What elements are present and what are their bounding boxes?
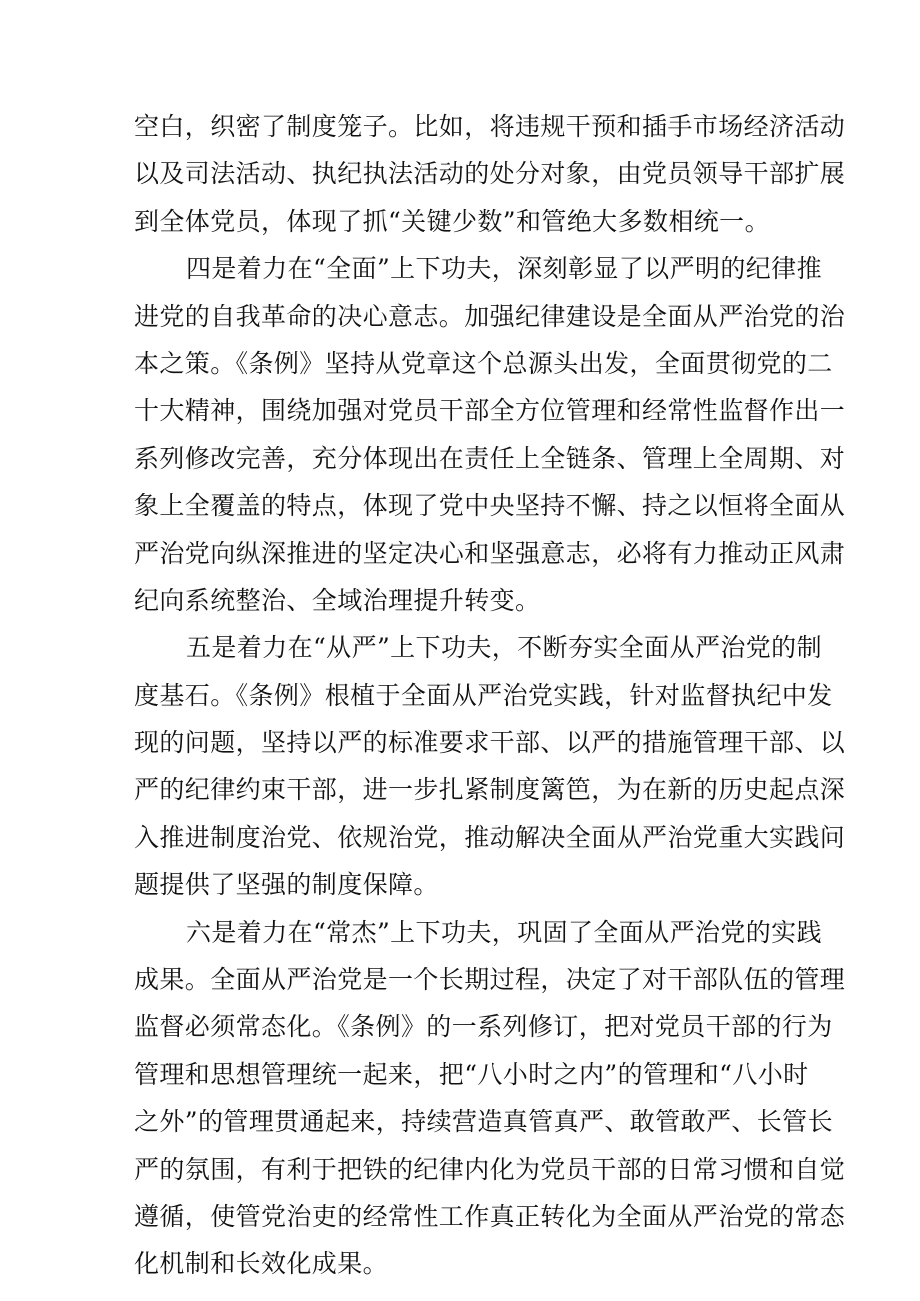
text-line: 严的纪律约束干部，进一步扎紧制度篱笆，为在新的历史起点深 bbox=[134, 775, 846, 805]
text-line: 度基石。《条例》根植于全面从严治党实践，针对监督执纪中发 bbox=[134, 680, 833, 710]
paragraph-first-line: 四是着力在“全面”上下功夫，深刻彰显了以严明的纪律推 bbox=[186, 254, 822, 284]
text-line: 象上全覆盖的特点，体现了党中央坚持不懈、持之以恒将全面从 bbox=[134, 491, 846, 521]
paragraph-first-line: 六是着力在“常杰”上下功夫，巩固了全面从严治党的实践 bbox=[186, 917, 822, 947]
text-line: 严治党向纵深推进的坚定决心和坚强意志，必将有力推动正风肃 bbox=[134, 538, 846, 568]
text-line: 化机制和长效化成果。 bbox=[134, 1249, 389, 1279]
text-line: 十大精神，围绕加强对党员干部全方位管理和经常性监督作出一 bbox=[134, 396, 846, 426]
text-line: 系列修改完善，充分体现出在责任上全链条、管理上全周期、对 bbox=[134, 443, 846, 473]
text-line: 纪向系统整治、全域治理提升转变。 bbox=[134, 585, 541, 615]
text-line: 空白，织密了制度笼子。比如，将违规干预和插手市场经济活动 bbox=[134, 112, 846, 141]
text-line: 到全体党员，体现了抓“关键少数”和管绝大多数相统一。 bbox=[134, 206, 770, 236]
text-line: 本之策。《条例》坚持从党章这个总源头出发，全面贯彻党的二 bbox=[134, 348, 833, 378]
body-text bbox=[134, 103, 846, 1288]
text-line: 监督必须常态化。《条例》的一系列修订，把对党员干部的行为 bbox=[134, 1012, 833, 1042]
text-line: 成果。全面从严治党是一个长期过程，决定了对干部队伍的管理 bbox=[134, 965, 846, 995]
text-line: 管理和思想管理统一起来，把“八小时之内”的管理和“八小时 bbox=[134, 1059, 809, 1089]
text-line: 遵循，使管党治吏的经常性工作真正转化为全面从严治党的常态 bbox=[134, 1201, 846, 1231]
text-line: 现的问题，坚持以严的标准要求干部、以严的措施管理干部、以 bbox=[134, 728, 846, 758]
text-line: 题提供了坚强的制度保障。 bbox=[134, 870, 439, 900]
text-line: 严的氛围，有利于把铁的纪律内化为党员干部的日常习惯和自觉 bbox=[134, 1154, 846, 1184]
text-line: 进党的自我革命的决心意志。加强纪律建设是全面从严治党的治 bbox=[134, 301, 846, 331]
text-line: 入推进制度治党、依规治党，推动解决全面从严治党重大实践问 bbox=[134, 822, 846, 852]
paragraph-first-line: 五是着力在“从严”上下功夫，不断夯实全面从严治党的制 bbox=[186, 633, 822, 663]
text-line: 以及司法活动、执纪执法活动的处分对象，由党员领导干部扩展 bbox=[134, 159, 846, 189]
text-line: 之外”的管理贯通起来，持续营造真管真严、敢管敢严、长管长 bbox=[134, 1107, 833, 1137]
